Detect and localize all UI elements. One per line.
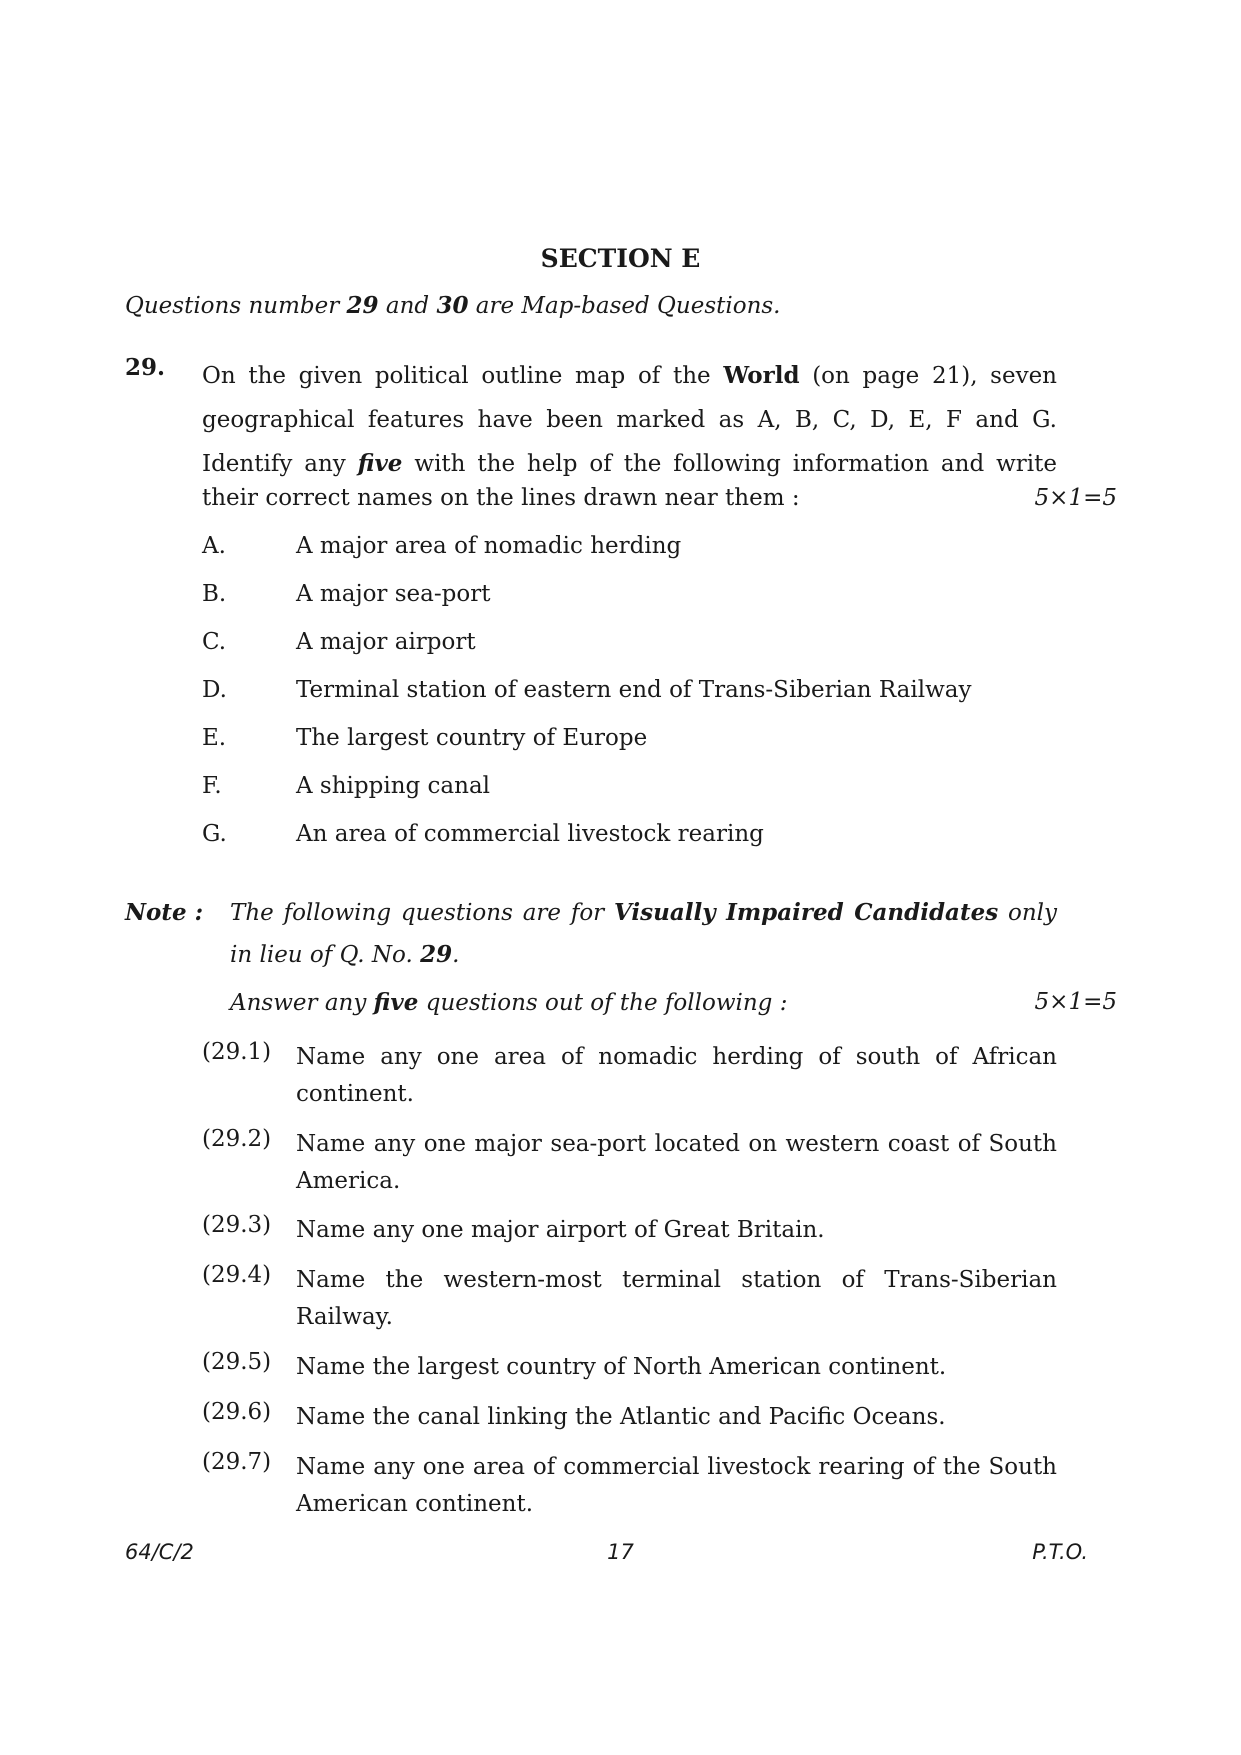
note-marks: 5×1=5 — [1034, 989, 1117, 1015]
section-intro: Questions number 29 and 30 are Map-based Questions. — [125, 292, 781, 319]
answer-instruction: Answer any five questions out of the following : — [230, 989, 788, 1016]
option-label: A. — [202, 533, 226, 559]
sub-question-number: (29.3) — [202, 1212, 272, 1238]
sub-question-number: (29.1) — [202, 1039, 272, 1065]
pto-label: P.T.O. — [1032, 1540, 1088, 1564]
note-label: Note : — [125, 899, 204, 926]
sub-question-number: (29.5) — [202, 1349, 272, 1375]
note-line-2: in lieu of Q. No. 29. — [230, 941, 460, 968]
option-text: The largest country of Europe — [296, 725, 648, 751]
option-text: A major airport — [296, 629, 476, 655]
option-text: An area of commercial livestock rearing — [296, 821, 764, 847]
question-line-3: Identify any five with the help of the following information and write — [202, 450, 1058, 477]
option-label: D. — [202, 677, 227, 703]
question-marks: 5×1=5 — [1034, 485, 1117, 511]
page-number: 17 — [607, 1540, 634, 1564]
question-line-4: their correct names on the lines drawn near them : — [202, 485, 800, 511]
sub-question-text: Name the largest country of North American continent. — [296, 1354, 947, 1380]
note-line-1: The following questions are for Visually Impaired Candidates only — [230, 899, 1057, 926]
option-text: A major area of nomadic herding — [296, 533, 682, 559]
section-title: SECTION E — [540, 244, 701, 273]
sub-question-text: Name the canal linking the Atlantic and Pacific Oceans. — [296, 1404, 946, 1430]
question-line-2: geographical features have been marked as A, B, C, D, E, F and G. — [202, 406, 1057, 433]
sub-question-number: (29.6) — [202, 1399, 272, 1425]
option-label: C. — [202, 629, 227, 655]
option-text: A shipping canal — [296, 773, 491, 799]
sub-question-number: (29.7) — [202, 1449, 272, 1475]
option-label: B. — [202, 581, 227, 607]
sub-question-text: Name any one area of commercial livestock rearing of the South American continent. — [296, 1454, 1057, 1517]
option-label: G. — [202, 821, 227, 847]
paper-code: 64/C/2 — [125, 1540, 194, 1564]
option-text: A major sea-port — [296, 581, 491, 607]
sub-question-text: Name any one area of nomadic herding of south of African continent. — [296, 1044, 1057, 1107]
option-label: F. — [202, 773, 222, 799]
sub-question-number: (29.2) — [202, 1126, 272, 1152]
question-number: 29. — [125, 354, 166, 381]
sub-question-number: (29.4) — [202, 1262, 272, 1288]
question-line-1: On the given political outline map of the World (on page 21), seven — [202, 362, 1057, 389]
sub-question-text: Name any one major sea-port located on western coast of South America. — [296, 1131, 1057, 1194]
option-label: E. — [202, 725, 227, 751]
sub-question-text: Name any one major airport of Great Britain. — [296, 1217, 825, 1243]
sub-question-text: Name the western-most terminal station of Trans-Siberian Railway. — [296, 1267, 1057, 1330]
option-text: Terminal station of eastern end of Trans-Siberian Railway — [296, 677, 972, 703]
question-text — [202, 354, 1057, 487]
